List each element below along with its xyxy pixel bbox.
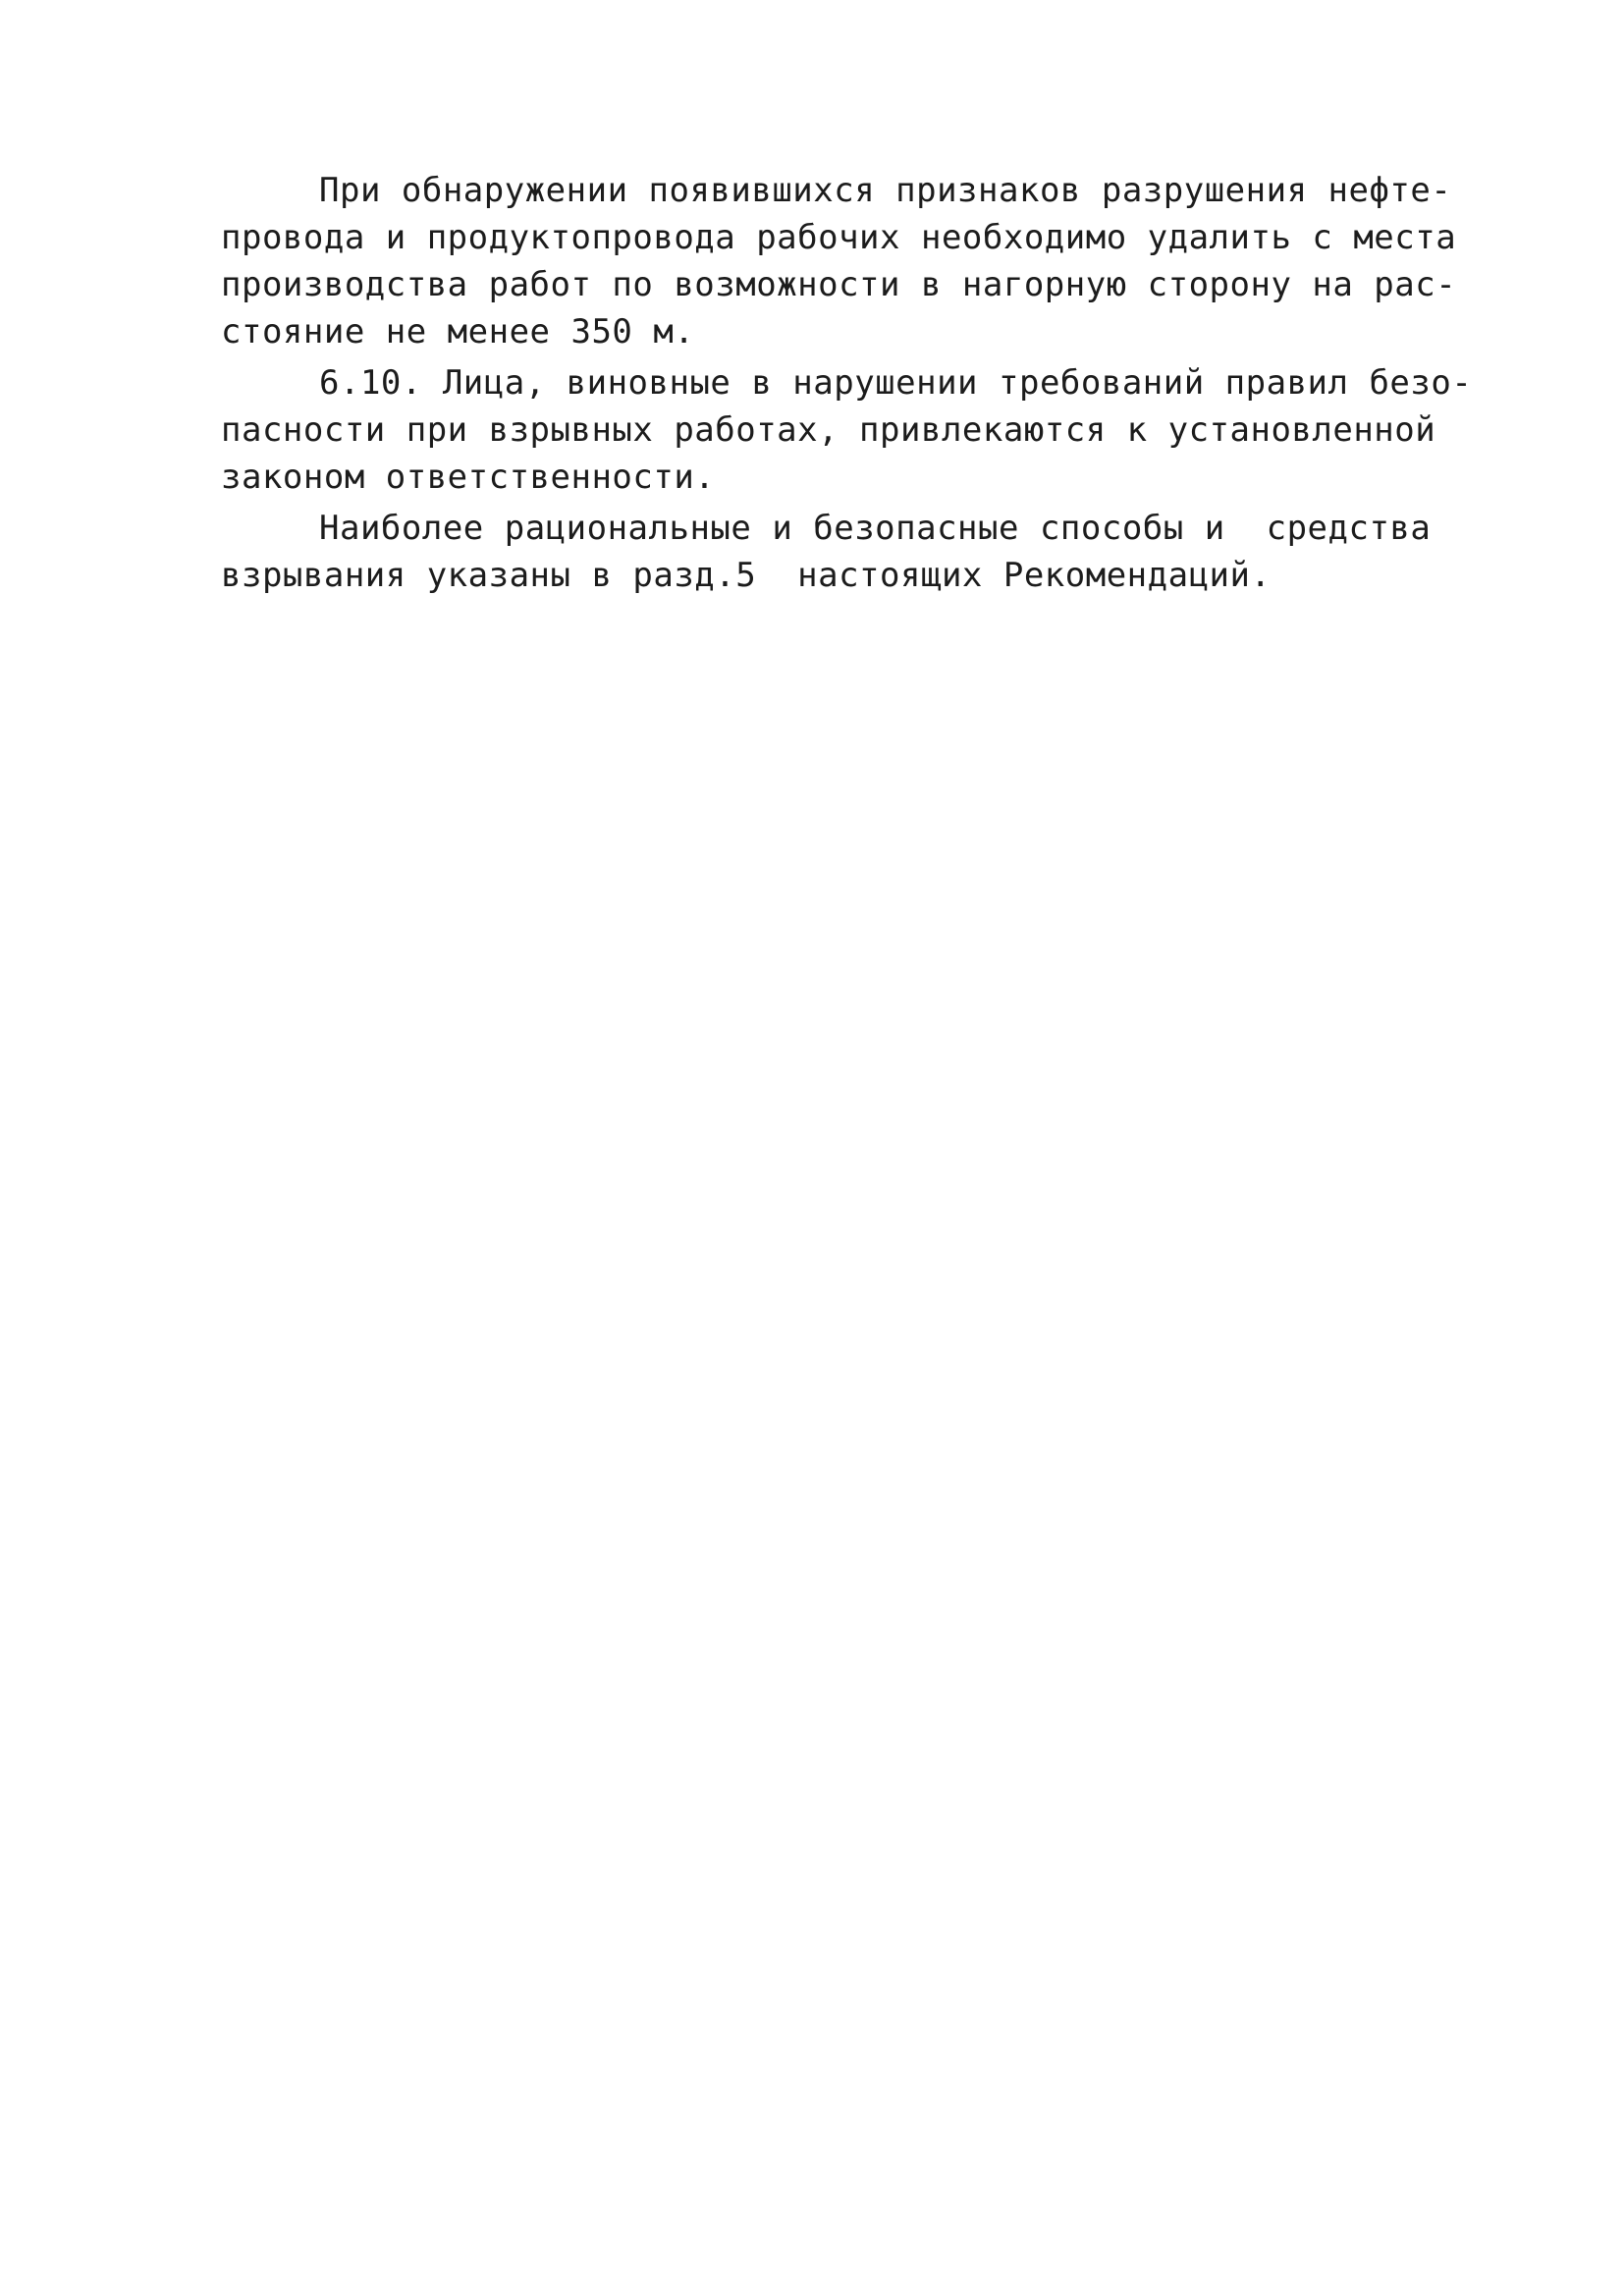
text-line: производства работ по возможности в нагорную сторону на рас- — [221, 265, 1457, 304]
paragraph-methods — [221, 505, 1432, 599]
text-line: стояние не менее 350 м. — [221, 312, 695, 352]
text-line: пасности при взрывных работах, привлекаются к установленной — [221, 410, 1436, 450]
text-line: Наиболее рациональные и безопасные способы и средства — [319, 509, 1432, 548]
text-line: При обнаружении появившихся признаков разрушения нефте- — [319, 171, 1452, 210]
text-line: законом ответственности. — [221, 458, 716, 497]
paragraph-responsibility — [221, 359, 1473, 501]
text-line: провода и продуктопровода рабочих необходимо удалить с места — [221, 218, 1457, 257]
text-line: 6.10. Лица, виновные в нарушении требований правил безо- — [319, 363, 1473, 403]
paragraph-crack-signs — [221, 167, 1457, 355]
document-body — [221, 167, 1473, 599]
text-line: взрывания указаны в разд.5 настоящих Рекомендаций. — [221, 556, 1272, 595]
